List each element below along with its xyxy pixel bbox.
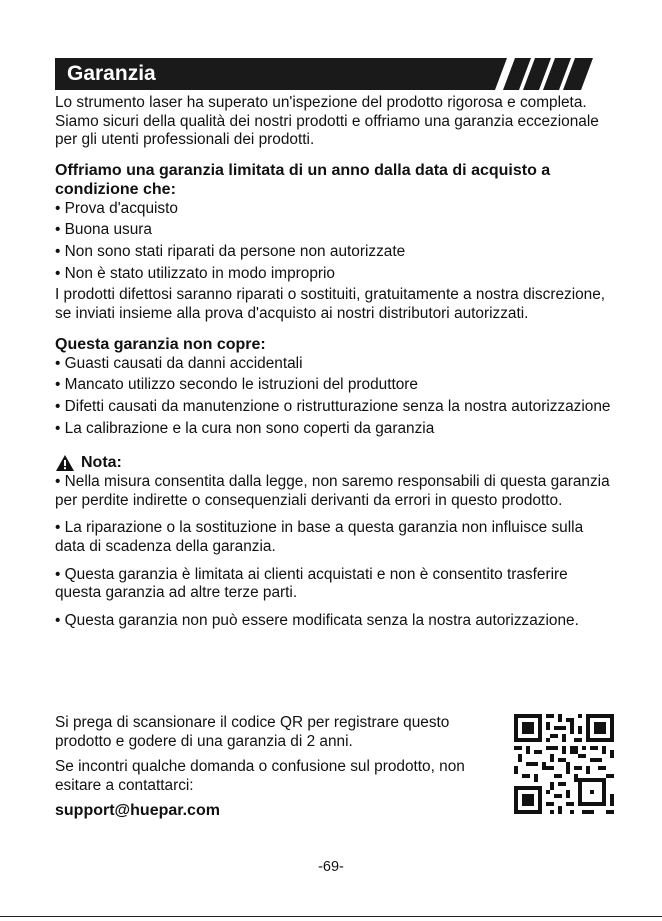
exclusion-item: • Mancato utilizzo secondo le istruzioni del produttore <box>55 376 418 394</box>
note-heading <box>55 453 615 473</box>
exclusions-heading: Questa garanzia non copre: <box>55 336 266 354</box>
registration-block <box>55 714 475 828</box>
note-item: • Questa garanzia è limitata ai clienti acquistati e non è consentito trasferire questa garanzia ad altre terze parti. <box>55 565 568 602</box>
main-content <box>55 94 615 639</box>
scan-instructions: Si prega di scansionare il codice QR per registrare questo prodotto e godere di una garanzia di 2 anni. <box>55 714 450 750</box>
condition-item: • Buona usura <box>55 221 152 239</box>
contact-instructions: Se incontri qualche domanda o confusione sul prodotto, non esitare a contattarci: <box>55 758 465 794</box>
bottom-divider <box>0 916 662 917</box>
exclusion-item: • Difetti causati da manutenzione o ristrutturazione senza la nostra autorizzazione <box>55 398 611 416</box>
condition-item: • Non sono stati riparati da persone non autorizzate <box>55 242 406 260</box>
condition-item: • Prova d'acquisto <box>55 199 178 217</box>
condition-item: • Non è stato utilizzato in modo improprio <box>55 264 335 282</box>
exclusion-item: • La calibrazione e la cura non sono coperti da garanzia <box>55 419 435 437</box>
qr-code-icon[interactable] <box>514 714 614 814</box>
repair-paragraph: I prodotti difettosi saranno riparati o sostituiti, gratuitamente a nostra discrezione, se inviati insieme alla prova d'acquisto ai nostri distributori autorizzati. <box>55 286 606 322</box>
note-item: • La riparazione o la sostituzione in base a questa garanzia non influisce sulla data di scadenza della garanzia. <box>55 519 584 555</box>
exclusion-item: • Guasti causati da danni accidentali <box>55 354 303 372</box>
intro-paragraph: Lo strumento laser ha superato un'ispezione del prodotto rigorosa e completa. Siamo sicuri della qualità dei nostri prodotti e offriamo una garanzia eccezionale per gli utenti professionali dei prodotti. <box>55 94 599 149</box>
note-heading-label: Nota: <box>81 454 122 472</box>
section-header <box>55 58 595 90</box>
support-email-link[interactable]: support@huepar.com <box>55 802 220 820</box>
page-number: -69- <box>318 859 344 875</box>
warranty-heading: Offriamo una garanzia limitata di un anno dalla data di acquisto a condizione che: <box>55 161 551 199</box>
note-item: • Nella misura consentita dalla legge, non saremo responsabili di questa garanzia per perdite indirette o consequenziali derivanti da errori in questo prodotto. <box>55 473 610 509</box>
warning-triangle-icon <box>55 454 75 472</box>
page-title: Garanzia <box>67 62 156 85</box>
note-item: • Questa garanzia non può essere modificata senza la nostra autorizzazione. <box>55 611 579 629</box>
